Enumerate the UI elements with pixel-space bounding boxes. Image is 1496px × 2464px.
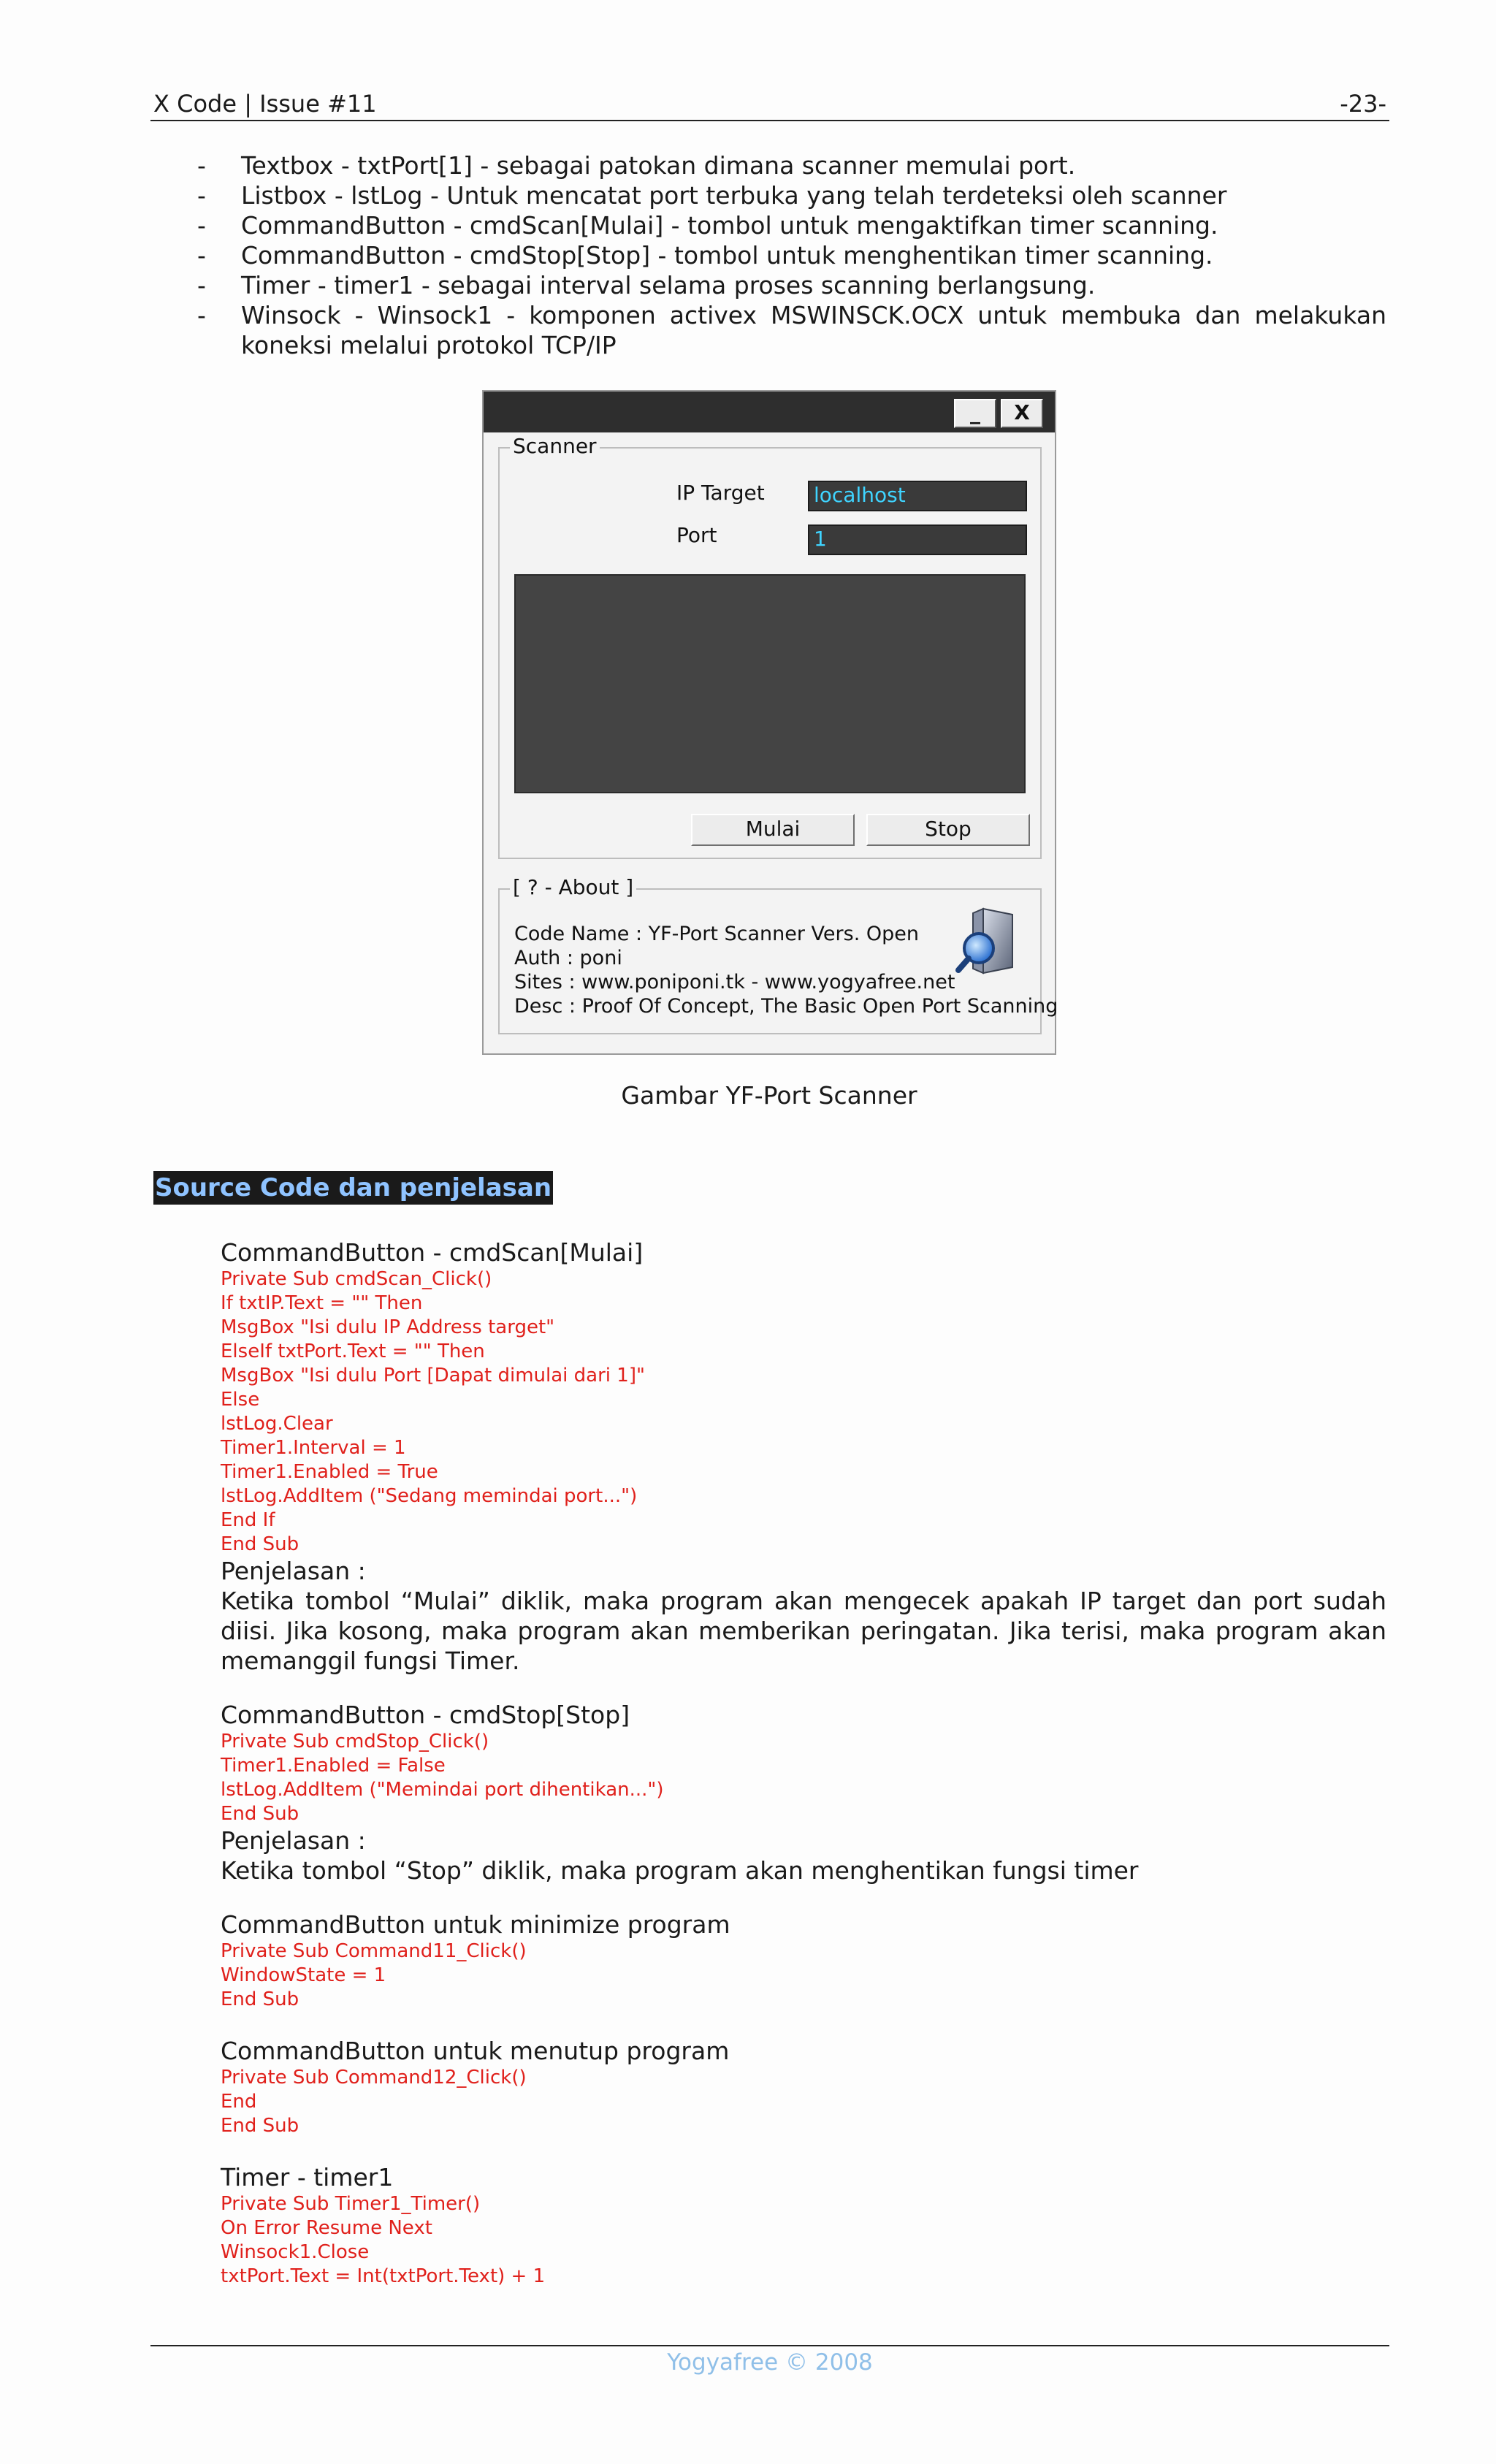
code-line: End If	[221, 1509, 275, 1531]
footer-divider	[150, 2345, 1389, 2346]
section-title: Source Code dan penjelasan	[153, 1171, 553, 1205]
code-line: lstLog.AddItem ("Sedang memindai port...")	[221, 1485, 638, 1507]
code-line: ElseIf txtPort.Text = "" Then	[221, 1340, 485, 1362]
list-item	[197, 180, 1386, 210]
port-scanner-window	[482, 390, 1056, 1055]
code-line: Private Sub Command12_Click()	[221, 2067, 527, 2089]
minimize-button[interactable]: _	[954, 399, 996, 428]
about-line: Sites : www.poniponi.tk - www.yogyafree.net	[514, 971, 955, 993]
log-listbox[interactable]	[514, 574, 1026, 793]
about-line: Auth : poni	[514, 947, 622, 969]
source-code-section	[221, 1238, 1386, 2289]
list-item	[197, 300, 1386, 360]
code-listing	[221, 2192, 1386, 2289]
bullet-dash: -	[197, 211, 206, 240]
list-item-text: CommandButton - cmdScan[Mulai] - tombol untuk mengaktifkan timer scanning.	[241, 211, 1218, 240]
code-line: Timer1.Enabled = False	[221, 1755, 446, 1777]
page-number: -23-	[1340, 90, 1386, 118]
list-item-text: Timer - timer1 - sebagai interval selama proses scanning berlangsung.	[241, 271, 1096, 300]
about-line: Code Name : YF-Port Scanner Vers. Open	[514, 923, 919, 945]
code-block-mulai	[221, 1238, 1386, 1676]
code-listing	[221, 1939, 1386, 2012]
list-item	[197, 150, 1386, 180]
code-line: Timer1.Enabled = True	[221, 1461, 438, 1483]
list-item	[197, 240, 1386, 270]
window-titlebar	[484, 392, 1055, 432]
component-list	[197, 150, 1386, 360]
close-button[interactable]: X	[1001, 399, 1043, 428]
explanation-label: Penjelasan :	[221, 1557, 366, 1585]
list-item	[197, 270, 1386, 300]
port-label: Port	[676, 523, 717, 547]
list-item	[197, 210, 1386, 240]
explanation-text: Ketika tombol “Mulai” diklik, maka program akan mengecek apakah IP target dan port sudah diisi. Jika kosong, maka program akan memberikan peringatan. Jika terisi, maka program akan memanggil fungsi Timer.	[221, 1587, 1386, 1675]
port-input[interactable]: 1	[808, 525, 1027, 555]
list-item-text: Listbox - lstLog - Untuk mencatat port terbuka yang telah terdeteksi oleh scanner	[241, 181, 1227, 210]
code-line: MsgBox "Isi dulu Port [Dapat dimulai dari 1]"	[221, 1365, 645, 1387]
block-heading: CommandButton untuk menutup program	[221, 2037, 730, 2065]
code-line: Private Sub cmdStop_Click()	[221, 1731, 489, 1752]
bullet-dash: -	[197, 271, 206, 300]
code-line: MsgBox "Isi dulu IP Address target"	[221, 1316, 555, 1338]
code-line: End	[221, 2091, 257, 2113]
explanation-label: Penjelasan :	[221, 1826, 366, 1855]
header-title: X Code | Issue #11	[153, 90, 377, 118]
code-line: Private Sub cmdScan_Click()	[221, 1268, 492, 1290]
code-line: End Sub	[221, 2115, 299, 2137]
code-line: WindowState = 1	[221, 1964, 386, 1986]
about-legend: [ ? - About ]	[510, 875, 636, 900]
code-line: lstLog.Clear	[221, 1413, 333, 1435]
bullet-dash: -	[197, 151, 206, 180]
code-line: End Sub	[221, 1803, 299, 1825]
code-line: Private Sub Command11_Click()	[221, 1940, 527, 1962]
ip-target-label: IP Target	[676, 481, 765, 505]
explanation-text: Ketika tombol “Stop” diklik, maka program akan menghentikan fungsi timer	[221, 1856, 1139, 1885]
code-block-minimize	[221, 1910, 1386, 2012]
stop-button[interactable]: Stop	[866, 814, 1030, 846]
figure-caption: Gambar YF-Port Scanner	[621, 1081, 917, 1110]
bullet-dash: -	[197, 301, 206, 329]
list-item-text: Textbox - txtPort[1] - sebagai patokan dimana scanner memulai port.	[241, 151, 1076, 180]
code-line: lstLog.AddItem ("Memindai port dihentikan...")	[221, 1779, 664, 1801]
scanner-legend: Scanner	[510, 434, 600, 459]
code-listing	[221, 1267, 1386, 1557]
code-line: Private Sub Timer1_Timer()	[221, 2193, 481, 2215]
block-heading: Timer - timer1	[221, 2163, 394, 2192]
code-line: End Sub	[221, 1988, 299, 2010]
code-block-stop	[221, 1701, 1386, 1885]
code-listing	[221, 1730, 1386, 1826]
code-line: txtPort.Text = Int(txtPort.Text) + 1	[221, 2265, 546, 2287]
block-heading: CommandButton - cmdScan[Mulai]	[221, 1238, 644, 1267]
code-line: If txtIP.Text = "" Then	[221, 1292, 423, 1314]
list-item-text: CommandButton - cmdStop[Stop] - tombol untuk menghentikan timer scanning.	[241, 241, 1213, 270]
code-block-close	[221, 2037, 1386, 2138]
mulai-button[interactable]: Mulai	[691, 814, 855, 846]
list-item-text: Winsock - Winsock1 - komponen activex MSWINSCK.OCX untuk membuka dan melakukan koneksi melalui protokol TCP/IP	[241, 301, 1386, 359]
about-line: Desc : Proof Of Concept, The Basic Open Port Scanning	[514, 995, 1058, 1018]
code-line: On Error Resume Next	[221, 2217, 432, 2239]
block-heading: CommandButton untuk minimize program	[221, 1910, 730, 1939]
about-group	[498, 875, 1058, 1034]
page-footer: Yogyafree © 2008	[667, 2349, 873, 2376]
scanner-search-icon	[954, 904, 1024, 977]
bullet-dash: -	[197, 241, 206, 270]
block-heading: CommandButton - cmdStop[Stop]	[221, 1701, 630, 1729]
code-line: Else	[221, 1389, 260, 1411]
code-listing	[221, 2066, 1386, 2138]
code-line: Timer1.Interval = 1	[221, 1437, 406, 1459]
code-line: End Sub	[221, 1533, 299, 1555]
code-block-timer	[221, 2163, 1386, 2289]
scanner-group	[498, 434, 1042, 859]
page-header	[150, 89, 1389, 121]
ip-target-input[interactable]: localhost	[808, 481, 1027, 511]
bullet-dash: -	[197, 181, 206, 210]
code-line: Winsock1.Close	[221, 2241, 370, 2263]
